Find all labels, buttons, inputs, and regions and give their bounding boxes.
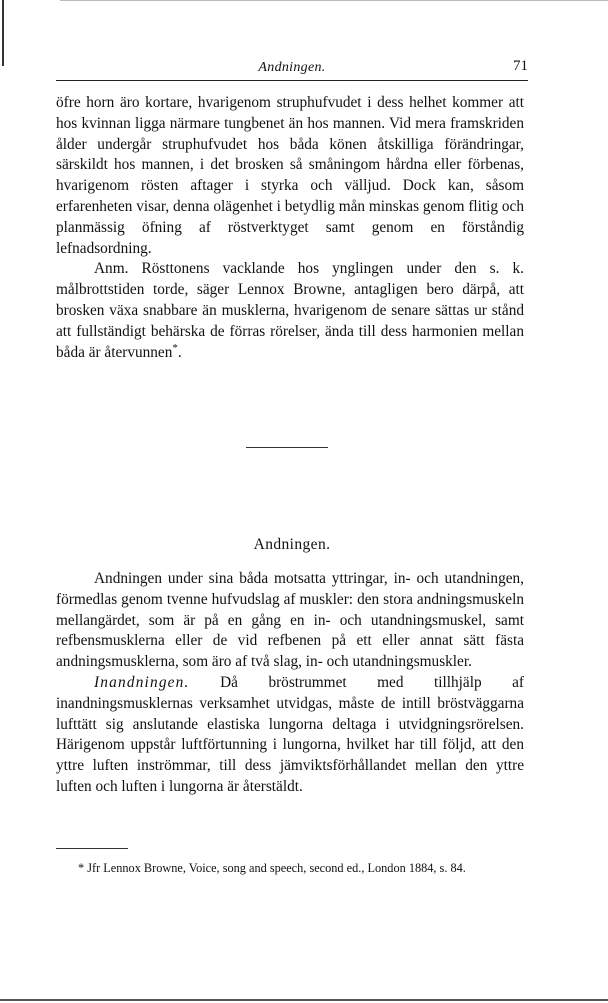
footnote-mark: * xyxy=(78,861,85,875)
footnote-rule xyxy=(56,848,128,849)
body-paragraph: Andningen under sina båda motsatta yttringar, in- och utandningen, förmedlas genom tvenne hufvudslag af muskler: den stora andningsmuskeln mellangärdet, som är på en gång en in- och utandningsmuskel, samt refbensmusklerna eller de vid refbenen på ett eller annat sätt fästa andningsmusklerna, som äro af två slag, in- och utandningsmuskler. xyxy=(56,570,524,671)
body-paragraph xyxy=(56,673,524,798)
paragraph-lead-term: Inandningen. xyxy=(94,673,190,691)
body-paragraph: öfre horn äro kortare, hvarigenom struphufvudet i dess helhet kommer att hos kvinnan ligga närmare tungbenet än hos mannen. Vid mera framskriden ålder undergår struphufvudet hos båda könen åtskilliga förändringar, särskildt hos mannen, i det brosken så småningom hårdna eller förbenas, hvarigenom rösten aftager i styrka och välljud. Dock kan, såsom erfarenheten visar, denna olägenhet i betydlig mån minskas genom flitig och planmässig öfning af röstverktyget samt genom en förståndig lefnadsordning. xyxy=(56,94,524,257)
scan-edge-bottom xyxy=(0,999,608,1001)
section-divider xyxy=(246,447,328,448)
page-header xyxy=(56,56,528,80)
header-rule xyxy=(56,80,528,81)
footnote-reference-mark: * xyxy=(172,341,178,354)
paragraph-text: Då bröstrummet med tillhjälp af inandningsmusklernas verksamhet utvidgas, måste de intill bröstväggarna lufttätt sig anslutande elastiska lungorna deltaga i utvidgningsrörelsen. Härigenom uppstår luftförtunning i lungorna, hvilket har till följd, att den yttre luften inströmmar, till dess jämviktsförhållandet mellan den yttre luften och luften i lungorna är återstäldt. xyxy=(56,673,524,795)
scan-edge-top xyxy=(60,0,608,1)
continued-text xyxy=(56,93,524,363)
section-text xyxy=(56,569,524,798)
annotation-end: . xyxy=(177,343,182,361)
footnote xyxy=(56,858,524,878)
section-heading: Andningen. xyxy=(253,536,331,553)
page-number: 71 xyxy=(513,58,528,74)
running-head: Andningen. xyxy=(258,60,326,75)
scan-edge-left xyxy=(2,0,4,66)
annotation-text: Anm. Rösttonens vacklande hos ynglingen under den s. k. målbrottstiden torde, säger Lennox Browne, antagligen bero därpå, att brosken växa snabbare än musklerna, hvarigenom de senare sättas ur stånd att fullständigt behärska de förras rörelser, ända till dess harmonien mellan båda är återvunnen xyxy=(56,260,524,361)
footnote-citation: Jfr Lennox Browne, Voice, song and speech, second ed., London 1884, s. 84. xyxy=(84,861,466,875)
footnote-text xyxy=(56,858,524,878)
annotation-paragraph xyxy=(56,259,524,363)
